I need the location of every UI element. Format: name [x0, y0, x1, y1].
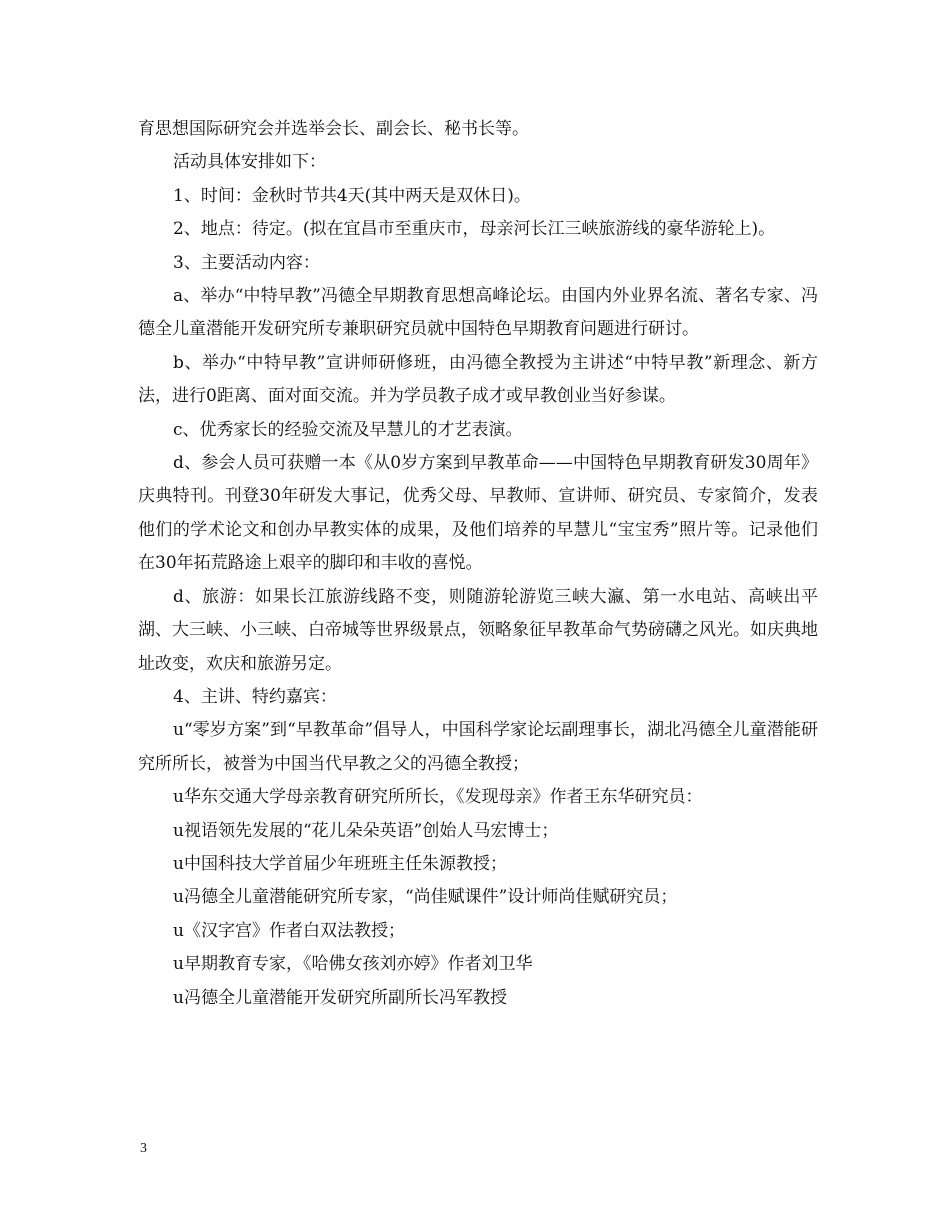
paragraph: 2、地点：待定。(拟在宜昌市至重庆市，母亲河长江三峡旅游线的豪华游轮上)。	[173, 219, 776, 240]
page-number: 3	[140, 1141, 147, 1156]
paragraph: d、旅游：如果长江旅游线路不变，则随游轮游览三峡大瀛、第一水电站、高峡出平湖、大三峡、小三峡、白帝城等世界级景点，领略象征早教革命气势磅礴之风光。如庆典地址改变，欢庆和旅游另定。	[138, 586, 818, 674]
paragraph: u冯德全儿童潜能开发研究所副所长冯军教授	[173, 987, 507, 1008]
document-body	[138, 113, 818, 1015]
paragraph: b、举办“中特早教”宣讲师研修班，由冯德全教授为主讲述“中特早教”新理念、新方法，进行0距离、面对面交流。并为学员教子成才或早教创业当好参谋。	[138, 352, 818, 407]
paragraph: u冯德全儿童潜能研究所专家，“尚佳赋课件”设计师尚佳赋研究员；	[173, 887, 678, 908]
paragraph: u华东交通大学母亲教育研究所所长，《发现母亲》作者王东华研究员：	[173, 787, 703, 808]
paragraph: c、优秀家长的经验交流及早慧儿的才艺表演。	[173, 419, 523, 440]
paragraph: 4、主讲、特约嘉宾：	[173, 686, 337, 707]
paragraph: u视语领先发展的“花儿朵朵英语”创始人马宏博士；	[173, 820, 559, 841]
paragraph: a、举办“中特早教”冯德全早期教育思想高峰论坛。由国内外业界名流、著名专家、冯德全儿童潜能开发研究所专兼职研究员就中国特色早期教育问题进行研讨。	[138, 286, 818, 340]
paragraph: u《汉字宫》作者白双法教授；	[173, 920, 405, 941]
paragraph: 育思想国际研究会并选举会长、副会长、秘书长等。	[138, 119, 529, 139]
paragraph: u早期教育专家，《哈佛女孩刘亦婷》作者刘卫华	[173, 954, 533, 975]
paragraph: 活动具体安排如下：	[173, 152, 326, 173]
paragraph: d、参会人员可获赠一本《从0岁方案到早教革命——中国特色早期教育研发30周年》庆典特刊。刊登30年研发大事记，优秀父母、早教师、宣讲师、研究员、专家简介，发表他们的学术论文和创办早教实体的成果，及他们培养的早慧儿“宝宝秀”照片等。记录他们在30年拓荒路途上艰辛的脚印和丰收的喜悦。	[138, 453, 818, 574]
paragraph: u中国科技大学首届少年班班主任朱源教授；	[173, 853, 507, 874]
paragraph: 1、时间：金秋时节共4天(其中两天是双休日)。	[173, 185, 531, 206]
paragraph: 3、主要活动内容：	[173, 252, 320, 273]
paragraph: u“零岁方案”到“早教革命”倡导人，中国科学家论坛副理事长，湖北冯德全儿童潜能研究所所长，被誉为中国当代早教之父的冯德全教授；	[138, 720, 818, 774]
